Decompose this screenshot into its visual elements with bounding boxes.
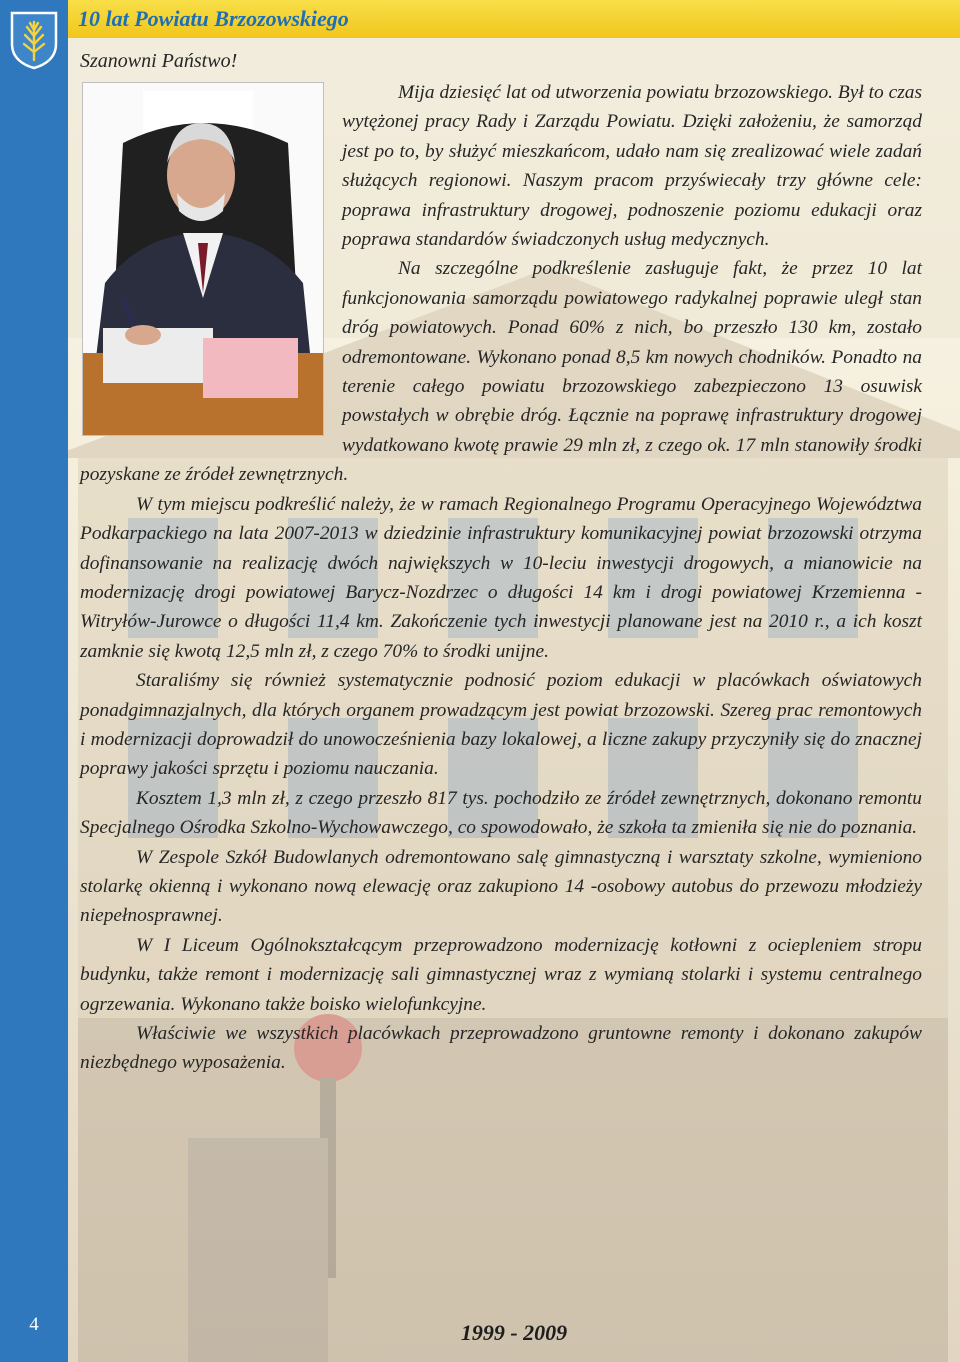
letter-paragraph: W Zespole Szkół Budowlanych odremontowano salę gimnastyczną i warsztaty szkolne, wymieniono stolarkę okienną i wykonano nową elewację oraz zakupiono 14 -osobowy autobus do przewozu młodzieży niepełnosprawnej.	[80, 846, 922, 927]
letter-paragraph: Na szczególne podkreślenie zasługuje fakt, że przez 10 lat funkcjonowania samorządu powiatowego radykalnej poprawie uległ stan dróg powiatowych. Ponad 60% z nich, bo przeszło 130 km, zostało odremontowane. Wykonano ponad 8,5 km nowych chodników. Ponadto na terenie całego powiatu brzozowskiego zabezpieczono 13 osuwisk powstałych w obrębie dróg. Łącznie na poprawę infrastruktury drogowej wydatkowano kwotę prawie 29 mln zł, z czego ok. 17 mln stanowiły środki pozyskane ze źródeł zewnętrznych.	[80, 258, 922, 486]
letter-paragraph: Mija dziesięć lat od utworzenia powiatu brzozowskiego. Był to czas wytężonej pracy Rady i Zarządu Powiatu. Dzięki założeniu, że samorząd jest po to, by służyć mieszkańcom, udało nam się zrealizować wiele zadań służących regionowi. Naszym pracom przyświecały trzy główne cele: poprawa infrastruktury drogowej, podnoszenie poziomu edukacji oraz poprawa standardów świadczonych usług medycznych.	[342, 82, 922, 251]
letter-paragraph: W I Liceum Ogólnokształcącym przeprowadzono modernizację kotłowni z ociepleniem stropu budynku, także remont i modernizację sali gimnastycznej wraz z wymianą stolarki i systemu centralnego ogrzewania. Wykonano także boisko wielofunkcyjne.	[80, 934, 922, 1015]
header-bar	[68, 0, 960, 38]
letter-paragraph: W tym miejscu podkreślić należy, że w ramach Regionalnego Programu Operacyjnego Województwa Podkarpackiego na lata 2007-2013 w dziedzinie infrastruktury komunikacyjnej powiat brzozowski otrzyma dofinansowanie na realizację dwóch największych w 10-leciu inwestycji drogowych, a mianowicie na modernizację drogi powiatowej Barycz-Nozdrzec o długości 14 km i drogi powiatowej Krzemienna -Witryłów-Jurowce o długości 11,4 km. Zakończenie tych inwestycji planowane jest na 2010 r., a ich koszt zamknie się kwotą 12,5 mln zł, z czego 70% to środki unijne.	[80, 493, 922, 662]
header-title: 10 lat Powiatu Brzozowskiego	[78, 6, 349, 31]
letter-greeting: Szanowni Państwo!	[80, 50, 238, 72]
letter-paragraph: Właściwie we wszystkich placówkach przeprowadzono gruntowne remonty i dokonano zakupów niezbędnego wyposażenia.	[80, 1023, 922, 1074]
page-number: 4	[29, 1314, 39, 1335]
portrait-photo	[82, 82, 324, 436]
coat-of-arms-icon	[9, 10, 59, 70]
letter-body	[80, 46, 922, 1078]
left-sidebar	[0, 0, 68, 1362]
letter-paragraph: Kosztem 1,3 mln zł, z czego przeszło 817 tys. pochodziło ze źródeł zewnętrznych, dokonano remontu Specjalnego Ośrodka Szkolno-Wychowawczego, co spowodowało, że szkoła ta zmieniła się nie do poznania.	[80, 787, 922, 839]
footer-years: 1999 - 2009	[460, 1320, 568, 1345]
letter-paragraph: Staraliśmy się również systematycznie podnosić poziom edukacji w placówkach oświatowych ponadgimnazjalnych, dla których organem prowadzącym jest powiat brzozowski. Szereg prac remontowych i modernizacji doprowadził do unowocześnienia bazy lokalowej, a liczne zakupy przyczyniły się do znacznej poprawy jakości sprzętu i poziomu nauczania.	[80, 670, 922, 780]
